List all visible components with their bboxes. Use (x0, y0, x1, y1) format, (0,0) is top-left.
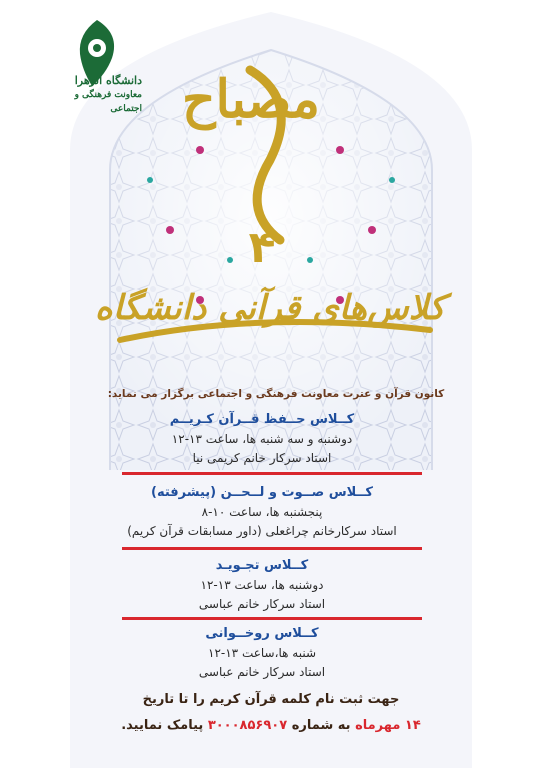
title-main: مصباح (181, 69, 320, 130)
sms-text-mid: به شماره (287, 718, 356, 733)
class-schedule: شنبه ها،ساعت ۱۳-۱۲ (208, 646, 316, 660)
intro-text: کانون قرآن و عترت معاونت فرهنگی و اجتماعی برگزار می نماید: (107, 388, 445, 400)
class-schedule: دوشنبه ها، ساعت ۱۳-۱۲ (200, 578, 324, 592)
title-number: ۴ (248, 222, 276, 273)
class-schedule: پنجشنبه ها، ساعت ۱۰-۸ (201, 505, 323, 519)
class-title: کــلاس صــوت و لــحــن (پیشرفته) (151, 485, 373, 500)
registration-note-line1: جهت ثبت نام کلمه قرآن کریم را تا تاریخ (142, 692, 400, 707)
class-title: کــلاس روخــوانی (205, 626, 319, 641)
class-teacher: استاد سرکار خانم کریمی نیا (192, 451, 332, 465)
title-subtitle: کلاس‌های قرآنی دانشگاه (94, 288, 446, 328)
logo-text (52, 74, 142, 116)
class-block-tajvid (42, 556, 482, 614)
separator-line (122, 472, 422, 475)
sms-text-end: پیامک نمایید. (121, 718, 208, 733)
class-teacher: استاد سرکار خانم عباسی (198, 597, 326, 611)
class-teacher: استاد سرکارخانم چراغعلی (داور مسابقات قرآن کریم) (127, 524, 397, 538)
logo-line-deputy: معاونت فرهنگی و اجتماعی (74, 90, 142, 114)
class-block-hifz (42, 410, 482, 468)
sms-number: ۳۰۰۰۸۵۶۹۰۷ (207, 718, 288, 733)
separator-line (122, 617, 422, 620)
class-title: کــلاس حــفظ قــرآن کـریــم (169, 412, 355, 427)
deadline-date: ۱۴ مهرماه (355, 718, 421, 733)
class-teacher: استاد سرکار خانم عباسی (198, 665, 326, 679)
class-block-rokhani (42, 624, 482, 682)
registration-note-line2 (20, 714, 522, 738)
class-schedule: دوشنبه و سه شنبه ها، ساعت ۱۳-۱۲ (171, 432, 353, 446)
logo-line-university: دانشگاه الزهرا (74, 74, 142, 87)
class-block-sout (42, 483, 482, 541)
separator-line (122, 547, 422, 550)
class-title: کــلاس تجـویـد (215, 558, 309, 573)
